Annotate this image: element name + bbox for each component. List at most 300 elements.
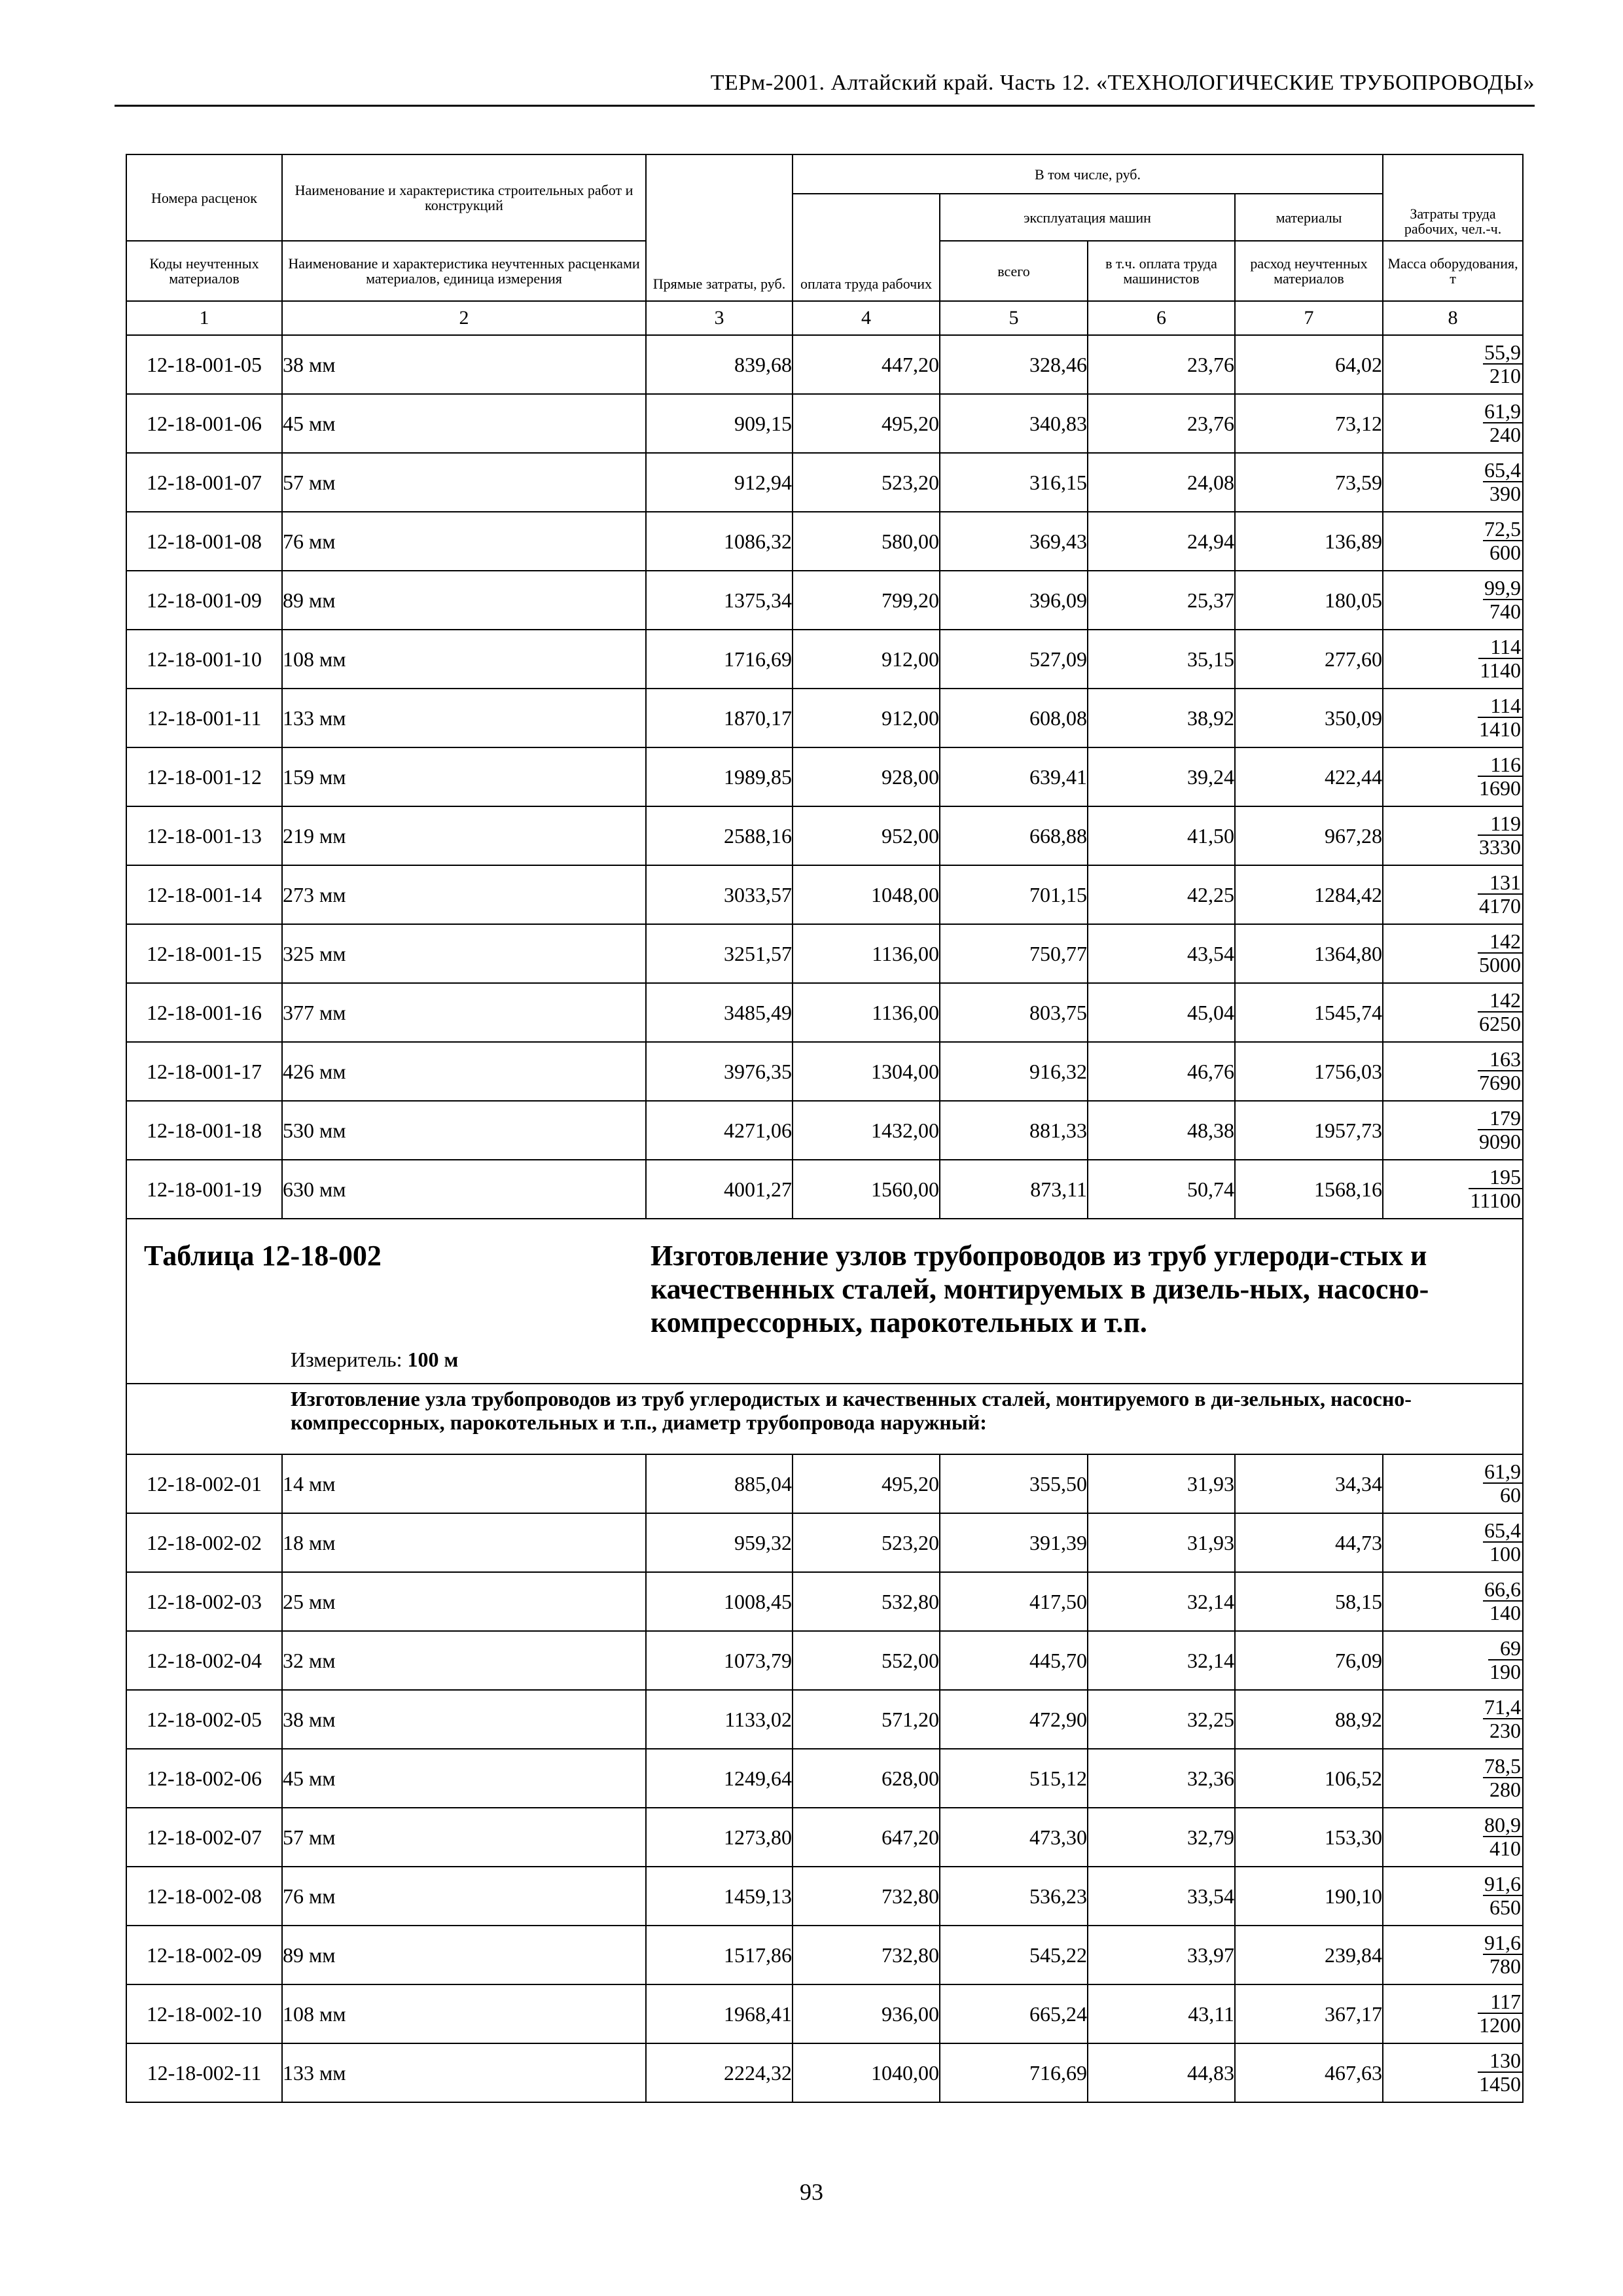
equipment-mass: 60 [1500,1483,1522,1507]
rate-code: 12-18-001-07 [126,453,282,512]
header-work-name: Наименование и характеристика строительных работ и конструкций [282,154,646,241]
labor-and-mass [1383,1690,1523,1749]
direct-costs: 1249,64 [646,1749,793,1808]
labor-and-mass [1383,1101,1523,1160]
direct-costs: 909,15 [646,394,793,453]
direct-costs: 1870,17 [646,689,793,747]
labor-and-mass [1383,1984,1523,2043]
equipment-mass: 280 [1489,1778,1522,1801]
header-material-codes: Коды неучтенных материалов [126,241,282,301]
equipment-mass: 390 [1489,482,1522,505]
machine-operation: 445,70 [940,1631,1088,1690]
pipe-diameter: 159 мм [282,747,646,806]
labor-pay: 912,00 [793,630,940,689]
direct-costs: 1073,79 [646,1631,793,1690]
column-number: 5 [940,301,1088,335]
rate-code: 12-18-002-06 [126,1749,282,1808]
labor-and-mass [1383,747,1523,806]
labor-and-mass [1383,2043,1523,2102]
table-row [126,689,1523,747]
materials-cost: 58,15 [1235,1572,1383,1631]
labor-hours: 99,9 [1484,576,1522,600]
labor-and-mass [1383,1631,1523,1690]
pipe-diameter: 630 мм [282,1160,646,1219]
column-number: 7 [1235,301,1383,335]
labor-hours: 91,6 [1484,1931,1522,1954]
pipe-diameter: 133 мм [282,689,646,747]
labor-and-mass [1383,983,1523,1042]
column-number: 1 [126,301,282,335]
header-direct-costs: Прямые затраты, руб. [646,154,793,301]
materials-cost: 1756,03 [1235,1042,1383,1101]
page-number: 93 [800,2179,823,2205]
labor-and-mass [1383,1808,1523,1867]
pipe-diameter: 325 мм [282,924,646,983]
column-number: 2 [282,301,646,335]
machine-operation: 391,39 [940,1513,1088,1572]
table-row [126,1926,1523,1984]
rate-code: 12-18-001-14 [126,865,282,924]
materials-cost: 88,92 [1235,1690,1383,1749]
table-row [126,2043,1523,2102]
labor-pay: 628,00 [793,1749,940,1808]
machinist-pay: 35,15 [1088,630,1235,689]
rate-code: 12-18-001-09 [126,571,282,630]
section-description-row [126,1384,1523,1454]
rate-code: 12-18-001-12 [126,747,282,806]
direct-costs: 2588,16 [646,806,793,865]
equipment-mass: 1450 [1479,2072,1522,2096]
rate-code: 12-18-001-15 [126,924,282,983]
labor-and-mass [1383,1454,1523,1513]
table-row [126,394,1523,453]
rate-code: 12-18-001-10 [126,630,282,689]
header-rate-numbers: Номера расценок [126,154,282,241]
table-row [126,806,1523,865]
labor-pay: 1560,00 [793,1160,940,1219]
labor-and-mass [1383,335,1523,394]
labor-and-mass [1383,1160,1523,1219]
table-row [126,1572,1523,1631]
direct-costs: 1517,86 [646,1926,793,1984]
labor-pay: 732,80 [793,1926,940,1984]
equipment-mass: 100 [1489,1542,1522,1566]
machine-operation: 545,22 [940,1926,1088,1984]
machine-operation: 328,46 [940,335,1088,394]
machinist-pay: 43,11 [1088,1984,1235,2043]
materials-cost: 76,09 [1235,1631,1383,1690]
labor-pay: 799,20 [793,571,940,630]
running-head: ТЕРм-2001. Алтайский край. Часть 12. «ТЕХНОЛОГИЧЕСКИЕ ТРУБОПРОВОДЫ» [710,71,1535,95]
header-machinist-pay: в т.ч. оплата труда машинистов [1088,241,1235,301]
machine-operation: 536,23 [940,1867,1088,1926]
section-title-row [126,1219,1523,1384]
machine-operation: 340,83 [940,394,1088,453]
machinist-pay: 24,08 [1088,453,1235,512]
equipment-mass: 7690 [1479,1071,1522,1094]
machinist-pay: 25,37 [1088,571,1235,630]
labor-pay: 647,20 [793,1808,940,1867]
labor-pay: 532,80 [793,1572,940,1631]
header-total: всего [940,241,1088,301]
measure-label: Измеритель: [291,1348,402,1371]
direct-costs: 3976,35 [646,1042,793,1101]
labor-hours: 71,4 [1484,1695,1522,1719]
header-labor-costs: Затраты труда рабочих, чел.-ч. [1383,154,1523,241]
table-row [126,924,1523,983]
machinist-pay: 39,24 [1088,747,1235,806]
labor-hours: 130 [1478,2049,1522,2073]
pipe-diameter: 273 мм [282,865,646,924]
table-row [126,983,1523,1042]
pipe-diameter: 76 мм [282,1867,646,1926]
rate-code: 12-18-002-01 [126,1454,282,1513]
labor-and-mass [1383,630,1523,689]
table-row [126,1042,1523,1101]
direct-costs: 1968,41 [646,1984,793,2043]
pipe-diameter: 108 мм [282,1984,646,2043]
table-row [126,630,1523,689]
labor-hours: 131 [1478,871,1522,895]
machinist-pay: 41,50 [1088,806,1235,865]
rate-code: 12-18-001-08 [126,512,282,571]
machine-operation: 472,90 [940,1690,1088,1749]
materials-cost: 190,10 [1235,1867,1383,1926]
equipment-mass: 4170 [1479,894,1522,918]
direct-costs: 1716,69 [646,630,793,689]
materials-cost: 277,60 [1235,630,1383,689]
pipe-diameter: 57 мм [282,1808,646,1867]
materials-cost: 967,28 [1235,806,1383,865]
direct-costs: 3485,49 [646,983,793,1042]
equipment-mass: 11100 [1470,1189,1522,1212]
pipe-diameter: 25 мм [282,1572,646,1631]
machine-operation: 916,32 [940,1042,1088,1101]
pipe-diameter: 426 мм [282,1042,646,1101]
materials-cost: 106,52 [1235,1749,1383,1808]
labor-pay: 495,20 [793,1454,940,1513]
equipment-mass: 410 [1489,1837,1522,1860]
header-material-name: Наименование и характеристика неучтенных расценками материалов, единица измерения [282,241,646,301]
header-rule [115,105,1535,107]
rate-code: 12-18-002-05 [126,1690,282,1749]
machinist-pay: 43,54 [1088,924,1235,983]
rate-code: 12-18-001-19 [126,1160,282,1219]
equipment-mass: 650 [1489,1895,1522,1919]
materials-cost: 44,73 [1235,1513,1383,1572]
labor-pay: 912,00 [793,689,940,747]
labor-hours: 69 [1488,1637,1522,1660]
machinist-pay: 23,76 [1088,335,1235,394]
equipment-mass: 5000 [1479,953,1522,977]
labor-pay: 495,20 [793,394,940,453]
pipe-diameter: 133 мм [282,2043,646,2102]
labor-hours: 91,6 [1484,1872,1522,1895]
labor-and-mass [1383,1572,1523,1631]
direct-costs: 3033,57 [646,865,793,924]
table-row [126,1101,1523,1160]
rate-code: 12-18-002-11 [126,2043,282,2102]
machine-operation: 701,15 [940,865,1088,924]
pipe-diameter: 57 мм [282,453,646,512]
equipment-mass: 240 [1489,423,1522,446]
labor-hours: 65,4 [1484,1518,1522,1542]
labor-and-mass [1383,806,1523,865]
rate-code: 12-18-001-16 [126,983,282,1042]
measure-value: 100 м [407,1348,459,1371]
labor-pay: 571,20 [793,1690,940,1749]
direct-costs: 3251,57 [646,924,793,983]
pipe-diameter: 530 мм [282,1101,646,1160]
materials-cost: 34,34 [1235,1454,1383,1513]
table-row [126,1631,1523,1690]
materials-cost: 1364,80 [1235,924,1383,983]
machine-operation: 515,12 [940,1749,1088,1808]
labor-hours: 65,4 [1484,458,1522,482]
rate-code: 12-18-002-08 [126,1867,282,1926]
labor-hours: 163 [1478,1048,1522,1071]
machinist-pay: 38,92 [1088,689,1235,747]
direct-costs: 1989,85 [646,747,793,806]
section-description: Изготовление узла трубопроводов из труб углеродистых и качественных сталей, монтируемого в ди-зельных, насосно-компрессорных, парокотельных и т.п., диаметр трубопровода наружный: [126,1384,1523,1454]
direct-costs: 1086,32 [646,512,793,571]
direct-costs: 2224,32 [646,2043,793,2102]
rate-code: 12-18-001-06 [126,394,282,453]
rate-code: 12-18-002-09 [126,1926,282,1984]
table-label: Таблица 12-18-002 [144,1240,382,1272]
table-row [126,1867,1523,1926]
table-row [126,571,1523,630]
machinist-pay: 42,25 [1088,865,1235,924]
machine-operation: 803,75 [940,983,1088,1042]
materials-cost: 1568,16 [1235,1160,1383,1219]
header-including: В том числе, руб. [793,154,1383,194]
machinist-pay: 23,76 [1088,394,1235,453]
materials-cost: 1957,73 [1235,1101,1383,1160]
direct-costs: 1273,80 [646,1808,793,1867]
labor-hours: 72,5 [1484,517,1522,541]
equipment-mass: 740 [1489,600,1522,623]
machinist-pay: 33,54 [1088,1867,1235,1926]
machinist-pay: 32,14 [1088,1631,1235,1690]
table-row [126,1749,1523,1808]
header-materials: материалы [1235,194,1383,241]
machine-operation: 665,24 [940,1984,1088,2043]
direct-costs: 4271,06 [646,1101,793,1160]
labor-hours: 179 [1478,1107,1522,1130]
rate-code: 12-18-001-11 [126,689,282,747]
table-row [126,1984,1523,2043]
column-number: 8 [1383,301,1523,335]
table-heading: Изготовление узлов трубопроводов из труб углероди-стых и качественных сталей, монтируемых в дизель-ных, насосно-компрессорных, парокотельных и т.п. [651,1240,1429,1338]
rate-code: 12-18-002-07 [126,1808,282,1867]
table-row [126,1454,1523,1513]
direct-costs: 912,94 [646,453,793,512]
table-row [126,747,1523,806]
machinist-pay: 46,76 [1088,1042,1235,1101]
rate-code: 12-18-001-05 [126,335,282,394]
materials-cost: 73,59 [1235,453,1383,512]
column-number-row [126,301,1523,335]
direct-costs: 1375,34 [646,571,793,630]
machinist-pay: 32,14 [1088,1572,1235,1631]
machinist-pay: 33,97 [1088,1926,1235,1984]
pipe-diameter: 89 мм [282,571,646,630]
column-number: 3 [646,301,793,335]
pipe-diameter: 45 мм [282,1749,646,1808]
materials-cost: 350,09 [1235,689,1383,747]
machinist-pay: 50,74 [1088,1160,1235,1219]
direct-costs: 885,04 [646,1454,793,1513]
labor-hours: 142 [1478,930,1522,954]
labor-pay: 936,00 [793,1984,940,2043]
header-unaccounted-materials: расход неучтенных материалов [1235,241,1383,301]
pipe-diameter: 89 мм [282,1926,646,1984]
equipment-mass: 190 [1489,1660,1522,1683]
machinist-pay: 31,93 [1088,1513,1235,1572]
materials-cost: 73,12 [1235,394,1383,453]
labor-pay: 1136,00 [793,924,940,983]
machine-operation: 873,11 [940,1160,1088,1219]
direct-costs: 4001,27 [646,1160,793,1219]
machine-operation: 396,09 [940,571,1088,630]
machinist-pay: 48,38 [1088,1101,1235,1160]
machinist-pay: 31,93 [1088,1454,1235,1513]
rate-code: 12-18-002-02 [126,1513,282,1572]
machine-operation: 417,50 [940,1572,1088,1631]
column-number: 6 [1088,301,1235,335]
table-row [126,1160,1523,1219]
labor-and-mass [1383,1749,1523,1808]
machinist-pay: 24,94 [1088,512,1235,571]
labor-and-mass [1383,1513,1523,1572]
machinist-pay: 32,36 [1088,1749,1235,1808]
labor-hours: 61,9 [1484,399,1522,423]
equipment-mass: 1690 [1479,776,1522,800]
direct-costs: 1008,45 [646,1572,793,1631]
pipe-diameter: 38 мм [282,1690,646,1749]
materials-cost: 64,02 [1235,335,1383,394]
machine-operation: 750,77 [940,924,1088,983]
table-row [126,512,1523,571]
direct-costs: 1133,02 [646,1690,793,1749]
machinist-pay: 32,25 [1088,1690,1235,1749]
pipe-diameter: 45 мм [282,394,646,453]
rate-code: 12-18-001-18 [126,1101,282,1160]
labor-hours: 55,9 [1484,340,1522,364]
pipe-diameter: 108 мм [282,630,646,689]
table-row [126,1808,1523,1867]
rate-code: 12-18-001-13 [126,806,282,865]
machine-operation: 639,41 [940,747,1088,806]
labor-hours: 195 [1469,1166,1522,1189]
materials-cost: 239,84 [1235,1926,1383,1984]
rate-code: 12-18-002-03 [126,1572,282,1631]
labor-pay: 928,00 [793,747,940,806]
pipe-diameter: 32 мм [282,1631,646,1690]
machine-operation: 355,50 [940,1454,1088,1513]
rate-code: 12-18-001-17 [126,1042,282,1101]
materials-cost: 422,44 [1235,747,1383,806]
materials-cost: 367,17 [1235,1984,1383,2043]
materials-cost: 1284,42 [1235,865,1383,924]
equipment-mass: 1140 [1480,658,1522,682]
header-labor-pay: оплата труда рабочих [793,194,940,301]
direct-costs: 959,32 [646,1513,793,1572]
labor-pay: 523,20 [793,453,940,512]
labor-and-mass [1383,512,1523,571]
equipment-mass: 9090 [1479,1130,1522,1153]
labor-hours: 114 [1478,694,1522,718]
labor-pay: 952,00 [793,806,940,865]
table-row [126,335,1523,394]
table-row [126,453,1523,512]
machine-operation: 716,69 [940,2043,1088,2102]
labor-hours: 114 [1478,636,1522,659]
table-row [126,1690,1523,1749]
labor-and-mass [1383,1926,1523,1984]
pipe-diameter: 38 мм [282,335,646,394]
header-machine-operation: эксплуатация машин [940,194,1235,241]
equipment-mass: 140 [1489,1601,1522,1624]
labor-pay: 1040,00 [793,2043,940,2102]
direct-costs: 839,68 [646,335,793,394]
direct-costs: 1459,13 [646,1867,793,1926]
labor-pay: 447,20 [793,335,940,394]
labor-and-mass [1383,1042,1523,1101]
equipment-mass: 1200 [1479,2013,1522,2037]
pipe-diameter: 76 мм [282,512,646,571]
equipment-mass: 210 [1489,364,1522,387]
labor-and-mass [1383,394,1523,453]
equipment-mass: 6250 [1479,1012,1522,1035]
labor-hours: 78,5 [1484,1754,1522,1778]
machinist-pay: 32,79 [1088,1808,1235,1867]
pipe-diameter: 14 мм [282,1454,646,1513]
labor-hours: 116 [1478,753,1522,777]
machine-operation: 668,88 [940,806,1088,865]
machine-operation: 316,15 [940,453,1088,512]
labor-hours: 119 [1478,812,1522,836]
labor-and-mass [1383,924,1523,983]
labor-and-mass [1383,571,1523,630]
pipe-diameter: 18 мм [282,1513,646,1572]
labor-pay: 523,20 [793,1513,940,1572]
materials-cost: 153,30 [1235,1808,1383,1867]
labor-hours: 142 [1478,989,1522,1013]
machine-operation: 527,09 [940,630,1088,689]
machinist-pay: 44,83 [1088,2043,1235,2102]
header-equipment-mass: Масса оборудования, т [1383,241,1523,301]
rate-code: 12-18-002-10 [126,1984,282,2043]
equipment-mass: 600 [1489,541,1522,564]
equipment-mass: 230 [1489,1719,1522,1742]
labor-and-mass [1383,689,1523,747]
labor-hours: 61,9 [1484,1460,1522,1483]
machine-operation: 608,08 [940,689,1088,747]
labor-hours: 117 [1478,1990,1522,2014]
labor-hours: 80,9 [1484,1813,1522,1837]
materials-cost: 467,63 [1235,2043,1383,2102]
materials-cost: 180,05 [1235,571,1383,630]
labor-and-mass [1383,453,1523,512]
machinist-pay: 45,04 [1088,983,1235,1042]
labor-and-mass [1383,1867,1523,1926]
pipe-diameter: 219 мм [282,806,646,865]
column-number: 4 [793,301,940,335]
equipment-mass: 1410 [1479,717,1522,741]
labor-hours: 66,6 [1484,1577,1522,1601]
